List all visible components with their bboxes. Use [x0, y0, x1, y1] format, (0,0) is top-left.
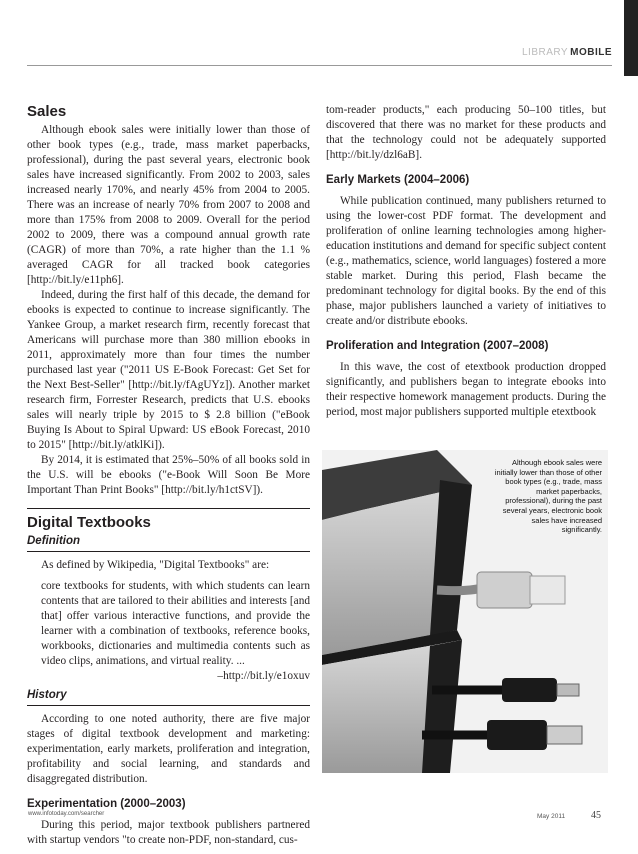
footer-date: May 2011 — [537, 813, 566, 820]
photo-caption: Although ebook sales were initially lower than those of other book types (e.g., trade, mass market paperbacks, professional), during the past several years, electronic book sales have increased significantly. — [494, 458, 602, 535]
early-markets-heading: Early Markets (2004–2006) — [326, 174, 470, 186]
sales-paragraph-1: Although ebook sales were initially lower than those of other book types (e.g., trade, mass market paperbacks, professional), during the past several years, electronic book sales have increased significantly. From 2002 to 2003, sales increased nearly 170%, and nearly 45% from 2004 to 2005. There was an increase of nearly 70% from 2007 to 2008 and more than 175% from 2008 to 2009. Overall for the period 2002 to 2009, there was a compound annual growth rate (CAGR) of more than 70%, a rate higher than the 1.1 % averaged CAGR for all tracked book categories [http://bit.ly/e11ph6]. — [27, 124, 310, 286]
section-kicker-light: LIBRARY — [521, 47, 569, 58]
definition-quote: core textbooks for students, with which students can learn contents that are tailored to their abilities and interests [and that] offer various interactive functions, and provide the learner with a combination of textbooks, reference books, workbooks, dictionaries and multimedia contents such as video clips, animations, and virtual reality. ... — [41, 580, 310, 667]
ethernet-cable — [437, 588, 482, 591]
experimentation-paragraph: During this period, major textbook publishers partnered with startup vendors "to create non-PDF, non-standard, cus- — [27, 819, 310, 846]
history-paragraph: According to one noted authority, there are five major stages of digital textbook development and marketing: experimentation, early markets, proliferation and integration, profitability and social learning, and standards and disaggregated distribution. — [27, 713, 310, 785]
page-number: 45 — [591, 810, 601, 821]
usb-plug-1 — [502, 678, 557, 702]
section-header — [522, 47, 612, 58]
ethernet-plug-tip — [530, 576, 565, 604]
proliferation-heading: Proliferation and Integration (2007–2008) — [326, 340, 549, 352]
header-rule — [27, 65, 612, 66]
experimentation-heading: Experimentation (2000–2003) — [27, 798, 186, 810]
definition-intro: As defined by Wikipedia, "Digital Textbooks" are: — [41, 559, 270, 571]
history-heading: History — [27, 688, 310, 706]
definition-heading: Definition — [27, 534, 310, 552]
footer-url: www.infotoday.com/searcher — [28, 811, 105, 817]
books-cables-photo — [322, 450, 608, 773]
digital-textbooks-heading: Digital Textbooks — [27, 514, 151, 531]
right-column — [326, 103, 606, 420]
sales-heading: Sales — [27, 103, 67, 120]
ethernet-plug — [477, 572, 532, 608]
section-kicker-bold: MOBILE — [570, 47, 612, 58]
usb-tip-2 — [547, 726, 582, 744]
proliferation-paragraph: In this wave, the cost of etextbook production dropped significantly, and publishers began to integrate ebooks into their respective homework management products. During the period, most major publishers supported multiple etextbook — [326, 361, 606, 418]
early-markets-paragraph: While publication continued, many publishers returned to using the lower-cost PDF format. The development and proliferation of online learning technologies among higher-education institutions and demand for specific subject content (e.g., mathematics, science, world languages) fostered a more stable market. During this period, Flash became the predominant technology for digital books. By the end of this phase, major publishers launched a variety of initiatives to create and/or distribute ebooks. — [326, 195, 606, 327]
left-column — [27, 100, 310, 848]
section-divider — [27, 508, 310, 509]
usb-plug-2 — [487, 720, 547, 750]
page-edge-tab — [624, 0, 638, 76]
sales-paragraph-3: By 2014, it is estimated that 25%–50% of all books sold in the U.S. will be ebooks ("e-Book Will Soon Be More Important Than Print Books" [http://bit.ly/h1ctSV]). — [27, 454, 310, 496]
definition-source: –http://bit.ly/e1oxuv — [217, 670, 310, 682]
sales-paragraph-2: Indeed, during the first half of this decade, the demand for ebooks is expected to continue to increase significantly. The Yankee Group, a market research firm, recently forecast that Americans will purchase more than 380 million ebooks in 2011, approximately more than four times the number purchased last year ("2011 US E-Book Forecast: Get Set for the Next Best-Seller" [http://bit.ly/fAgUYz]). Another market research firm, Forrester Research, predicts that U.S. ebooks sales will nearly triple by 2015 to $ 2.8 billion ("eBook Buying Is About to Spiral Upward: US eBook Forecast, 2010 to 2015" [http://bit.ly/atklKi]). — [27, 289, 310, 451]
continued-paragraph: tom-reader products," each producing 50–100 titles, but discovered that there was no market for these products and that the technology could not be adequately supported [http://bit.ly/dzl6aB]. — [326, 104, 606, 161]
usb-tip-1 — [557, 684, 579, 696]
